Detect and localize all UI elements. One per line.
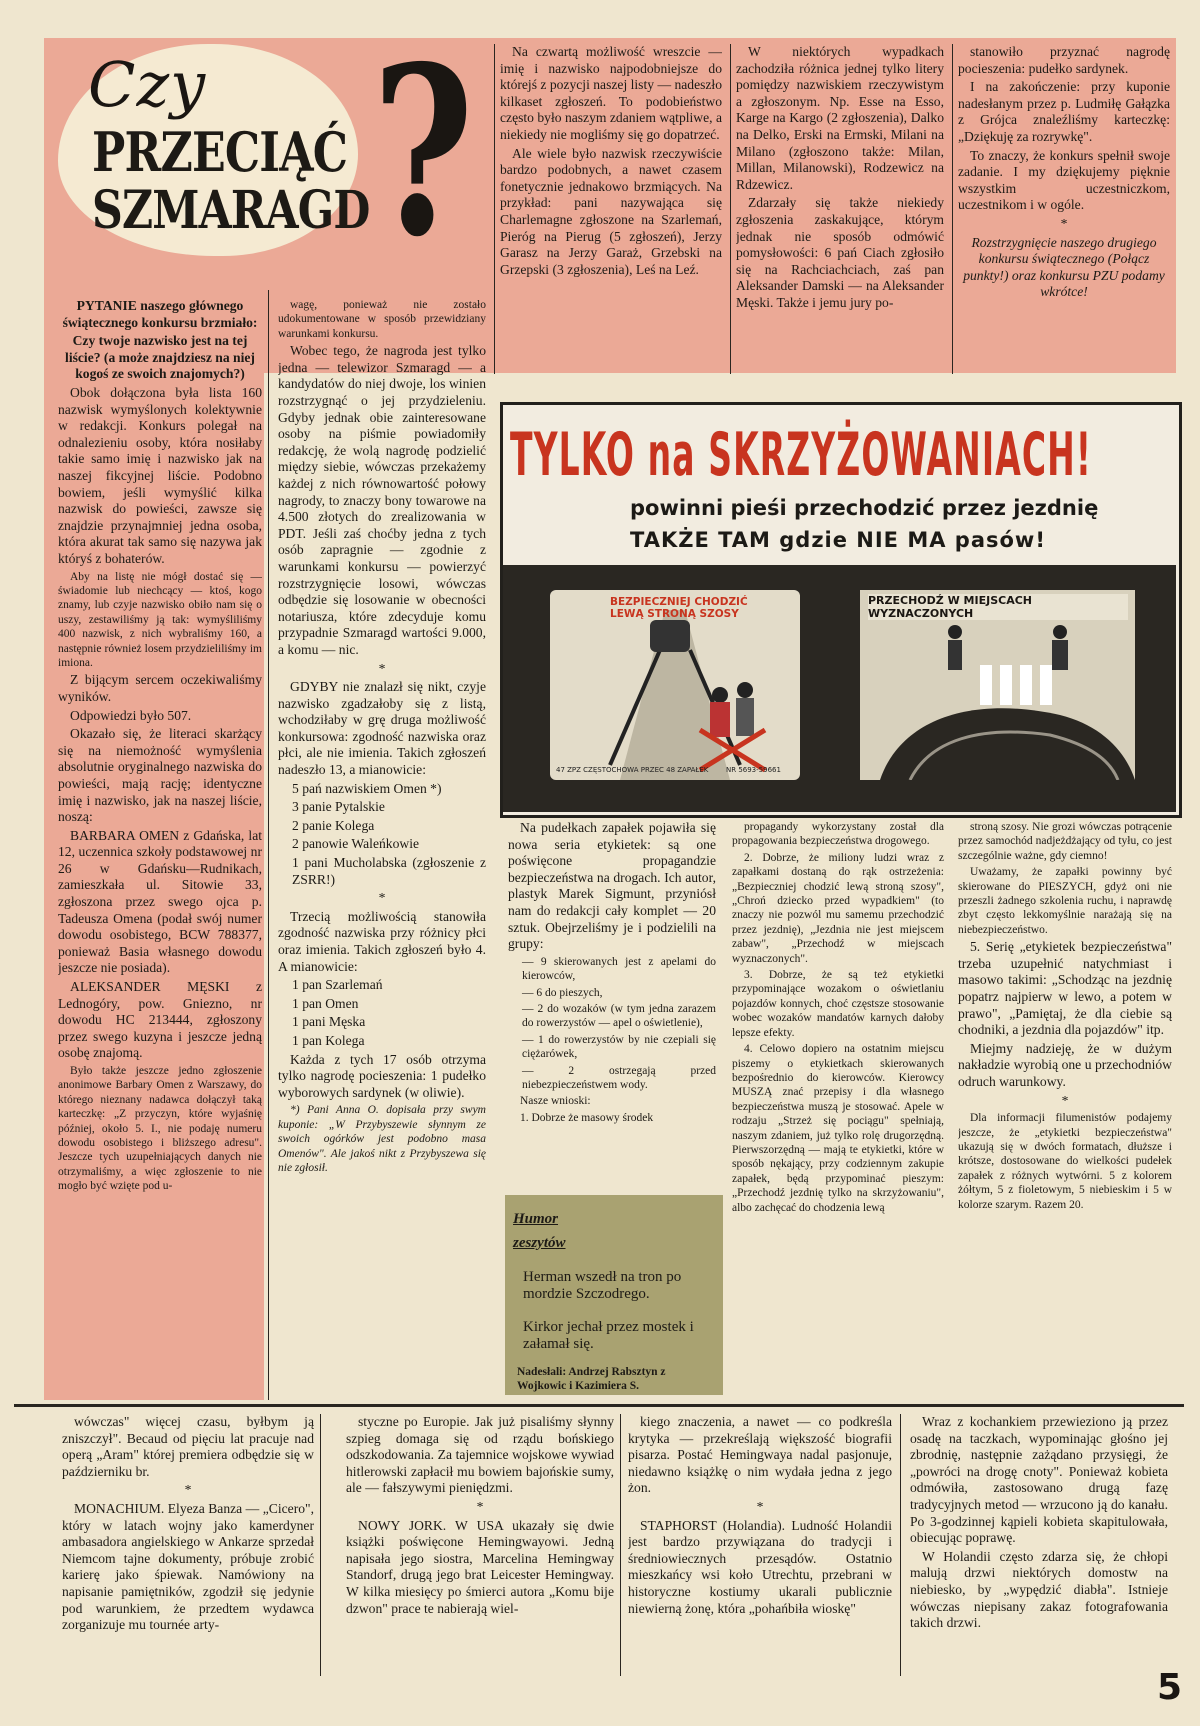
winner-paragraph: BARBARA OMEN z Gdańska, lat 12, uczennica szkoły podstawowej nr 26 w Gdańsku—Rudnikach, zamieszkała ul. Sitowie 33, zgłoszona przez swego ojca p. Tadeusza Omena (podał swój numer dowodu osobistego, BCW 788377, ponieważ Basia własnego dowodu jeszcze nie posiada). (58, 827, 262, 976)
right-label-slogan: PRZECHODŹ W MIEJSCACH WYZNACZONYCH (868, 594, 1128, 620)
paragraph: 3. Dobrze, że są też etykietki przypominające wozakom o oświetlaniu pojazdów konnych, choć częstsze stosowanie wobec wozaków mandatów karnych dałoby lepsze efekty. (732, 969, 944, 1039)
column-rule (620, 1414, 621, 1676)
list-item: 1 pan Omen (292, 995, 359, 1011)
paragraph: stroną szosy. Nie grozi wówczas potrącenie przez samochód nadjeżdżający od tyłu, co jest szczególnie ważne, gdy ciemno! (958, 821, 1172, 862)
list-item: — 6 do pieszych, (522, 986, 603, 999)
column-rule (900, 1414, 901, 1676)
paragraph: NOWY JORK. W USA ukazały się dwie książki poświęcone Hemingwayowi. Jedną napisała jego siostra, Marcelina Hemingway Standorf, drugą jego brat Leicester Hemingway. W kilka miesięcy po śmierci autora „Komu bije dzwon" prace te nabierają wiel- (346, 1517, 614, 1616)
list-item: — 2 ostrzegają przed niebezpieczeństwem wody. (522, 1064, 716, 1091)
paragraph: 1. Dobrze że masowy środek (520, 1111, 654, 1124)
paragraph: STAPHORST (Holandia). Ludność Holandii jest bardzo przywiązana do tradycji i średniowiecznych przesądów. Ostatnio mieszkańcy wsi koło Utrechtu, przebrani w historyczne kostiumy ukarali publicznie niewierną żonę, która „pohańbiła wioskę" (628, 1517, 892, 1616)
ad-subheadline-2: TAKŻE TAM gdzie NIE MA pasów! (630, 528, 1046, 552)
paragraph: GDYBY nie znalazł się nikt, czyje nazwisko zgadzałoby się z listą, wchodziłaby w grę druga możliwość konkursowa: zgodność nazwiska oraz płci, ale nie imienia. Takich zgłoszeń nadeszło 13, a mianowicie: (278, 679, 486, 778)
bottom-column-2 (346, 1414, 614, 1676)
article-column-3 (500, 44, 722, 374)
ad-column-2 (732, 820, 944, 1400)
bottom-column-3 (628, 1414, 892, 1676)
column-rule (268, 290, 269, 1400)
paragraph: I na zakończenie: przy kuponie nadesłanym przez p. Ludmiłę Gałązka z Grójca znaleźliśmy karteczkę: „Dziękuję za rozrywkę". (958, 79, 1170, 144)
article-column-2 (278, 298, 486, 1398)
article-column-1 (58, 298, 262, 1398)
paragraph: propagandy wykorzystany został dla propagowania bezpieczeństwa drogowego. (732, 821, 944, 848)
joke-1: Herman wszedł na tron po mordzie Szczodrego. (523, 1269, 682, 1302)
paragraph: Było także jeszcze jedno zgłoszenie anonimowe Barbary Omen z Warszawy, do którego nieznany nadawca dołączył taką karteczkę: „Z przyczyn, które wyjaśnię później, około 5. I., nie podaję numeru dowodu osobistego i bliższego adresu". Jeszcze tych uzupełniających danych nie otrzymaliśmy, a więc zgłoszenie to nie mogło być wzięte pod u- (58, 1065, 262, 1193)
paragraph: Dla informacji filumenistów podajemy jeszcze, że „etykietki bezpieczeństwa" ukazują się w dwóch formatach, dłuższe i krótsze, dostosowane do wielkości pudełek zapałek z różnych wytwórni. 5 z kolorem żółtym, 5 z fioletowym, 5 niebieskim i 5 w kolorze szarym. Razem 20. (958, 1112, 1172, 1211)
intro-question: Czy twoje nazwisko jest na tej liście? (a może znajdziesz na niej kogoś ze swoich znajomych?) (65, 333, 255, 382)
separator-star: * (378, 660, 386, 676)
ad-headline: TYLKO na SKRZYŻOWANIACH! (510, 420, 1093, 490)
paragraph: Odpowiedzi było 507. (70, 707, 192, 723)
paragraph: Miejmy nadzieję, że w dużym nakładzie wyrobią one u przechodniów odruch warunkowy. (958, 1040, 1172, 1089)
column-rule (952, 44, 953, 374)
paragraph: MONACHIUM. Elyeza Banza — „Cicero", który w latach wojny jako kamerdyner ambasadora angielskiego w Ankarze sprzedał Niemcom tajne dokumenty, próbuje zrobić karierę jako śpiewak. Namówiony na napisanie pamiętników, zgodził się jedynie pod warunkiem, że przedtem wydawca zorganizuje mu tournée arty- (62, 1500, 314, 1633)
list-item: — 9 skierowanych jest z apelami do kierowców, (522, 955, 716, 983)
footnote: *) Pani Anna O. dopisała przy swym kuponie: „W Przybyszewie słynnym ze swoich ogórków jest podobno masa Omenów". Ale jakoś nikt z Przybyszewa się nie zgłosił. (278, 1104, 486, 1174)
horizontal-rule (14, 1404, 1184, 1407)
left-label-number: NR 5693-59661 (726, 766, 781, 774)
column-rule (730, 44, 731, 374)
paragraph: Ale wiele było nazwisk rzeczywiście bardzo podobnych, a nawet czasem fonetycznie jednakowo brzmiących. Na przykład: pani nazywająca się Charlemagne zgłoszone na Szarlemań, Pieróg na Pierug (5 zgłoszeń), Jerzy Garasz na Jerzy Garaż, Grzebski na Grzepski (3 zgłoszenia), Leś na Leź. (500, 145, 722, 277)
paragraph: W niektórych wypadkach zachodziła różnica jednej tylko litery pomiędzy nazwiskiem rzeczywistym a zgłoszonym. Np. Esse na Esso, Karge na Kargo (2 zgłoszenia), Dalko na Delko, Erski na Ermski, Milani na Milano (zgłoszono także: Milan, Millan, Milanowski), Rodzewicz na Rdzewicz. (736, 44, 944, 192)
paragraph: Obok dołączona była lista 160 nazwisk wymyślonych kolektywnie w redakcji. Konkurs polegał na odnalezieniu osoby, która nosiłaby takie samo imię i nazwisko jak na naszej fikcyjnej liście. Podobno bowiem, jeśli wymyślić kilka nazwisk do powieści, zawsze się znajdzie przynajmniej jedna osoba, która akurat tak samo się nazywa jak któryś z bohaterów. (58, 384, 262, 566)
column-rule (320, 1414, 321, 1676)
separator-star: * (1061, 1092, 1069, 1108)
ad-subheadline: powinni pieśi przechodzić przez jezdnię (630, 496, 1099, 520)
left-label-foot: 47 ZPZ CZĘSTOCHOWA PRZEC 48 ZAPAŁEK (556, 766, 709, 774)
paragraph: 4. Celowo dopiero na ostatnim miejscu piszemy o etykietkach skierowanych bezpośrednio do kierowców. Kierowcy MUSZĄ znać przepisy i dla własnego bezpieczeństwa muszą je stosować. Apele w rodzaju „Strzeż się pociągu" spełniają, naszym zdaniem, już tylko rolę drugorzędną. Pierwszorzędną — mają te etykietki, które w sposób nękający, przy codziennym zakupie zapałek, będą przypominać pieszym: „Przechodź jezdnię tylko na skrzyżowaniu", albo zachęcać do chodzenia lewą (732, 1043, 944, 1214)
separator-star: * (184, 1482, 192, 1498)
paragraph: 5. Serię „etykietek bezpieczeństwa" trzeba uzupełnić natychmiast i masowo takimi: „Schodząc na jezdnię popatrz najpierw w lewo, a potem w prawo", „Pamiętaj, że dla ciebie są chodniki, a jezdnia dla pojazdów" itp. (958, 939, 1172, 1038)
paragraph: W Holandii często zdarza się, że chłopi malują drzwi niektórych domostw na niebiesko, by „wypędzić diabła". Istnieje wówczas niepisany zakaz fotografowania takich drzwi. (910, 1548, 1168, 1631)
paragraph: To znaczy, że konkurs spełnił swoje zadanie. I my dziękujemy pięknie wszystkim uczestniczkom, uczestnikom i w ogóle. (958, 147, 1170, 213)
paragraph: Zdarzały się także niekiedy zgłoszenia zaskakujące, którym jednak nie sposób odmówić pomysłowości: 6 pań Ciach zgłosiło się na Rachciachciach, zaś pan Aleksander Damski — na Aleksander Męski. Także i jemu jury po- (736, 195, 944, 310)
title-question-mark: ? (372, 15, 474, 288)
list-item: 1 pan Kolega (292, 1032, 365, 1048)
paragraph: wówczas" więcej czasu, byłbym ją zniszczył". Becaud od pięciu lat pracuje nad operą „Aram" której premiera odbędzie się w październiku br. (62, 1414, 314, 1479)
title-line1: PRZECIĄĆ (92, 120, 348, 184)
separator-star: * (476, 1498, 484, 1514)
humor-label-2: zeszytów (513, 1235, 566, 1251)
humor-label-1: Humor (513, 1211, 559, 1227)
list-item: 3 panie Pytalskie (292, 799, 385, 815)
paragraph: Nasze wnioski: (520, 1095, 591, 1108)
paragraph: Okazało się, że literaci skarżący się na niemożność wymyślenia absolutnie oryginalnego nazwiska do powieści, mają rację; identyczne imię i nazwisko, jak na naszej liście, noszą: (58, 726, 262, 825)
paragraph: Wobec tego, że nagroda jest tylko jedna — telewizor Szmaragd — a kandydatów do niej dwoje, los winien rozstrzygnąć o jej przydzieleniu. Gdyby jednak obie zainteresowane osoby na piśmie powiadomiły redakcję, że wolą nagrodę podzielić między siebie, wówczas przekażemy każdej z nich równowartość połowy nagrody, to znaczy bony towarowe na 4.500 złotych do zrealizowania w PDT. Jeśli zaś choćby jedna z tych osób zapragnie — zgodnie z warunkami konkursu — powierzyć rozstrzygnięcie losowi, wówczas odbędzie się losowanie w obecności notariusza, które zdecyduje komu przypadnie Szmaragd wartości 9.000, a komu — nic. (278, 343, 486, 657)
list-item: — 1 do rowerzystów by nie czepiali się ciężarówek, (522, 1033, 716, 1061)
title-line2: SZMARAGD (92, 180, 370, 241)
list-item: 2 panie Kolega (292, 817, 375, 833)
paragraph: 2. Dobrze, że miliony ludzi wraz z zapałkami dostaną do rąk ostrzeżenia: „Bezpieczniej chodzić lewą stroną szosy", „Chroń dziecko przed wypadkiem" (to znaczy nie pozwól mu samemu przechodzić przez jezdnię), „Jezdnia nie jest miejscem zabaw", „Przechodź w miejscach wyznaczonych". (732, 851, 944, 965)
list-item: 1 pani Męska (292, 1014, 366, 1030)
humor-sender: Nadesłali: Andrzej Rabsztyn z Wojkowic i Kazimiera S. (517, 1366, 666, 1392)
joke-2: Kirkor jechał przez mostek i załamał się. (523, 1319, 694, 1352)
column-rule (494, 44, 495, 374)
page-number: 5 (1156, 1667, 1182, 1708)
paragraph: Uważamy, że zapałki powinny być skierowane do PIESZYCH, gdyż oni nie przeszli żadnego szkolenia ruchu, i naprawdę zbyt często lekkomyślnie narażają się na niebezpieczeństwo. (958, 866, 1172, 936)
announcement: Rozstrzygnięcie naszego drugiego konkursu świątecznego (Połącz punkty!) oraz konkursu PZU podamy wkrótce! (963, 234, 1165, 300)
paragraph: Wraz z kochankiem przewieziono ją przez osadę na taczkach, wypominając głośno jej zbrodnię, następnie zażądano przysięgi, że „powróci na drogę cnoty". Ponieważ kobieta odmówiła, zastosowano drugą fazę tradycyjnych metod — wrzucono ją do kanału. Po 3-godzinnej kąpieli kobieta skapitulowała, obiecując poprawę. (910, 1414, 1168, 1546)
paragraph: Na czwartą możliwość wreszcie — imię i nazwisko najpodobniejsze do którejś z pozycji naszej listy — nadeszło kilkaset zgłoszeń. To podobieństwo często było naszym zdaniem wątpliwe, a niekiedy nie mogliśmy się go dopatrzeć. (500, 44, 722, 142)
list-item: 2 panowie Waleńkowie (292, 836, 420, 852)
bottom-column-1 (62, 1414, 314, 1676)
separator-star: * (756, 1498, 764, 1514)
list-item: 5 pań nazwiskiem Omen *) (292, 780, 442, 796)
ad-column-3 (958, 820, 1172, 1400)
paragraph: kiego znaczenia, a nawet — co podkreśla krytyka — przekreślają większość biografii pisarza. Postać Hemingwaya nadal pasjonuje, niedawno książkę o nim wydała jedna z jego żon. (628, 1414, 892, 1496)
article-column-4 (736, 44, 944, 374)
paragraph: Na pudełkach zapałek pojawiła się nowa seria etykietek: są one poświęcone propagandzie bezpieczeństwa na drogach. Ich autor, plastyk Marek Sigmunt, przyniósł nam do redakcji cały komplet — 20 sztuk. Obejrzeliśmy je i podzielili na grupy: (508, 820, 716, 952)
winner-paragraph: ALEKSANDER MĘSKI z Lednogóry, pow. Gniezno, nr dowodu HC 213444, zgłoszony przez swego kuzyna i jeszcze jedną osobę znajomą. (58, 979, 262, 1061)
paragraph: stanowiło przyznać nagrodę pocieszenia: pudełko sardynek. (958, 44, 1170, 76)
list-item: 1 pan Szarlemań (292, 977, 383, 993)
matchbox-label-left (550, 590, 800, 780)
paragraph: Trzecią możliwością stanowiła zgodność nazwiska przy różnicy płci oraz imienia. Takich zgłoszeń było 4. A mianowicie: (278, 908, 486, 974)
humor-box (505, 1195, 723, 1395)
bottom-column-4 (910, 1414, 1168, 1676)
article-column-5 (958, 44, 1170, 374)
ad-column-1 (508, 820, 716, 1180)
list-item: — 2 do wozaków (w tym jedna zarazem do rowerzystów — apel o oświetlenie), (522, 1002, 716, 1030)
separator-star: * (378, 890, 386, 906)
paragraph: Z bijącym sercem oczekiwaliśmy wyników. (58, 672, 262, 704)
paragraph: styczne po Europie. Jak już pisaliśmy słynny szpieg domaga się od rządu bońskiego odszkodowania. Za tajemnice wojskowe wywiad hitlerowski zapłacił mu bowiem bajońskie sumy, ale — fałszywymi pieniędzmi. (346, 1414, 614, 1496)
left-label-slogan: BEZPIECZNIEJ CHODZIĆ LEWĄ STRONĄ SZOSY (610, 596, 748, 620)
paragraph: wagę, ponieważ nie zostało udokumentowane w sposób przewidziany warunkami konkursu. (278, 299, 486, 340)
paragraph: Aby na listę nie mógł dostać się — świadomie lub niechcący — ktoś, kogo znamy, lub czyje nazwisko obiło nam się o uszy, zestawiliśmy ją tak: wymyśliliśmy 400 nazwisk, z nich wybraliśmy 160, a następnie również losem przydzieliliśmy im imiona. (58, 570, 262, 669)
title-czy: Czy (88, 48, 207, 121)
separator-star: * (1060, 215, 1068, 231)
list-item: 1 pani Mucholabska (zgłoszenie z ZSRR!) (292, 855, 486, 887)
matchbox-label-right (860, 590, 1135, 780)
paragraph: Każda z tych 17 osób otrzyma tylko nagrodę pocieszenia: 1 pudełko wyborowych sardynek (w oliwie). (278, 1051, 486, 1100)
intro-question-heading: PYTANIE naszego głównego świątecznego konkursu brzmiało: (62, 298, 258, 330)
